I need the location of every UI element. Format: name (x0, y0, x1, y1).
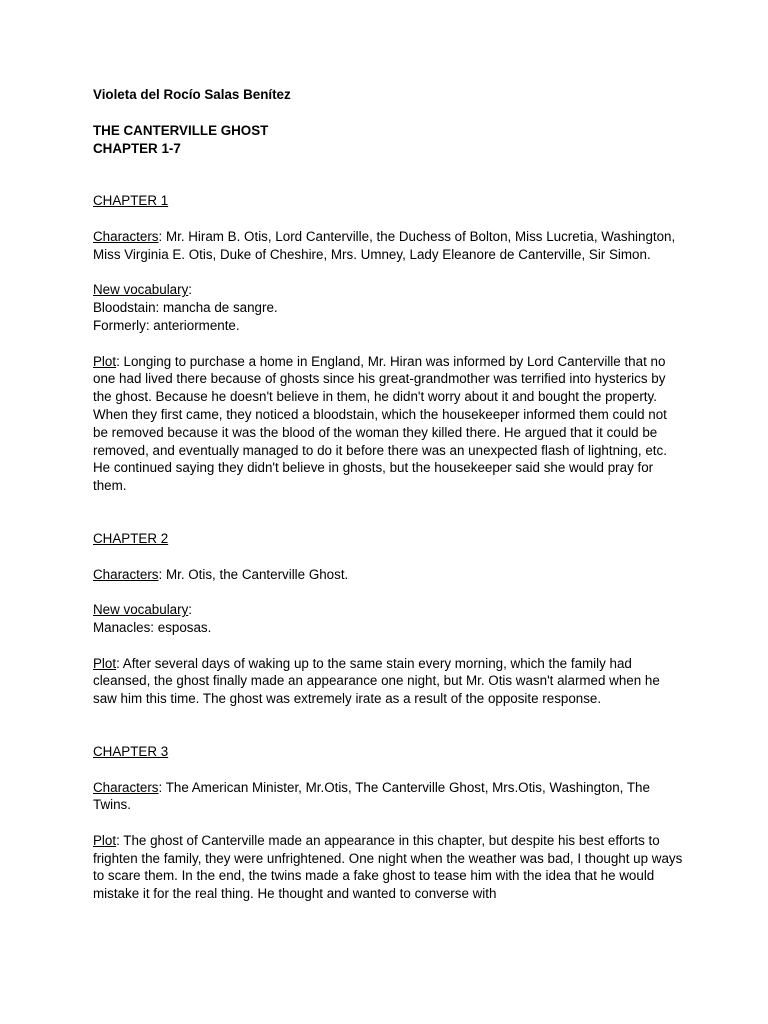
document-title: THE CANTERVILLE GHOST (93, 122, 269, 138)
chapter-heading: CHAPTER 3 (93, 743, 169, 759)
vocabulary-label: New vocabulary (93, 282, 189, 298)
vocabulary-colon: : (188, 602, 192, 618)
plot-text: : The ghost of Canterville made an appearance in this chapter, but despite his best efforts to frighten the family, they were unfrightened. One night when the weather was bad, I thought up ways to scare them. In the end, the twins made a fake ghost to tease him with the idea that he would mistake it for the real thing. He thought and wanted to converse with (93, 832, 683, 902)
characters-paragraph (93, 566, 683, 584)
vocabulary-item: Formerly: anteriormente. (93, 317, 240, 333)
chapter-1 (93, 192, 683, 495)
author-name: Violeta del Rocío Salas Benítez (93, 87, 291, 102)
chapter-3 (93, 743, 683, 903)
vocabulary-colon: : (188, 282, 192, 298)
characters-text: : Mr. Otis, the Canterville Ghost. (158, 566, 349, 582)
chapter-heading: CHAPTER 2 (93, 530, 169, 546)
characters-paragraph (93, 228, 683, 264)
vocabulary-section (93, 281, 683, 334)
plot-text: : Longing to purchase a home in England, Mr. Hiran was informed by Lord Canterville that no one had lived there because of ghosts since his great-grandmother was terrified into hysterics by the ghost. Because he doesn't believe in them, he didn't worry about it and bought the property. When they first came, they noticed a bloodstain, which the housekeeper informed them could not be removed because it was the blood of the woman they killed there. He argued that it could be removed, and eventually managed to do it before there was an unexpected flash of lightning, etc. He continued saying they didn't believe in ghosts, but the housekeeper said she would pray for them. (93, 353, 667, 494)
chapter-2 (93, 530, 683, 708)
plot-paragraph (93, 353, 683, 495)
document-body (93, 86, 683, 903)
vocabulary-label: New vocabulary (93, 602, 189, 618)
plot-label: Plot (93, 655, 117, 671)
vocabulary-label-line (93, 281, 683, 299)
plot-label: Plot (93, 832, 117, 848)
characters-label: Characters (93, 228, 159, 244)
vocabulary-item: Bloodstain: mancha de sangre. (93, 300, 278, 316)
plot-text: : After several days of waking up to the same stain every morning, which the family had cleansed, the ghost finally made an appearance one night, but Mr. Otis wasn't alarmed when he saw him this time. The ghost was extremely irate as a result of the opposite response. (93, 655, 660, 707)
characters-label: Characters (93, 779, 159, 795)
vocabulary-section (93, 601, 683, 637)
plot-paragraph (93, 655, 683, 708)
document-subtitle: CHAPTER 1-7 (93, 140, 181, 156)
characters-paragraph (93, 779, 683, 815)
plot-label: Plot (93, 353, 117, 369)
characters-text: : Mr. Hiram B. Otis, Lord Canterville, the Duchess of Bolton, Miss Lucretia, Washington, Miss Virginia E. Otis, Duke of Cheshire, Mrs. Umney, Lady Eleanore de Canterville, Sir Simon. (93, 228, 676, 262)
title-block (93, 122, 683, 158)
characters-text: : The American Minister, Mr.Otis, The Canterville Ghost, Mrs.Otis, Washington, The Twins. (93, 779, 650, 813)
characters-label: Characters (93, 566, 159, 582)
vocabulary-item: Manacles: esposas. (93, 619, 212, 635)
vocabulary-label-line (93, 601, 683, 619)
chapter-heading: CHAPTER 1 (93, 193, 169, 209)
plot-paragraph (93, 832, 683, 903)
